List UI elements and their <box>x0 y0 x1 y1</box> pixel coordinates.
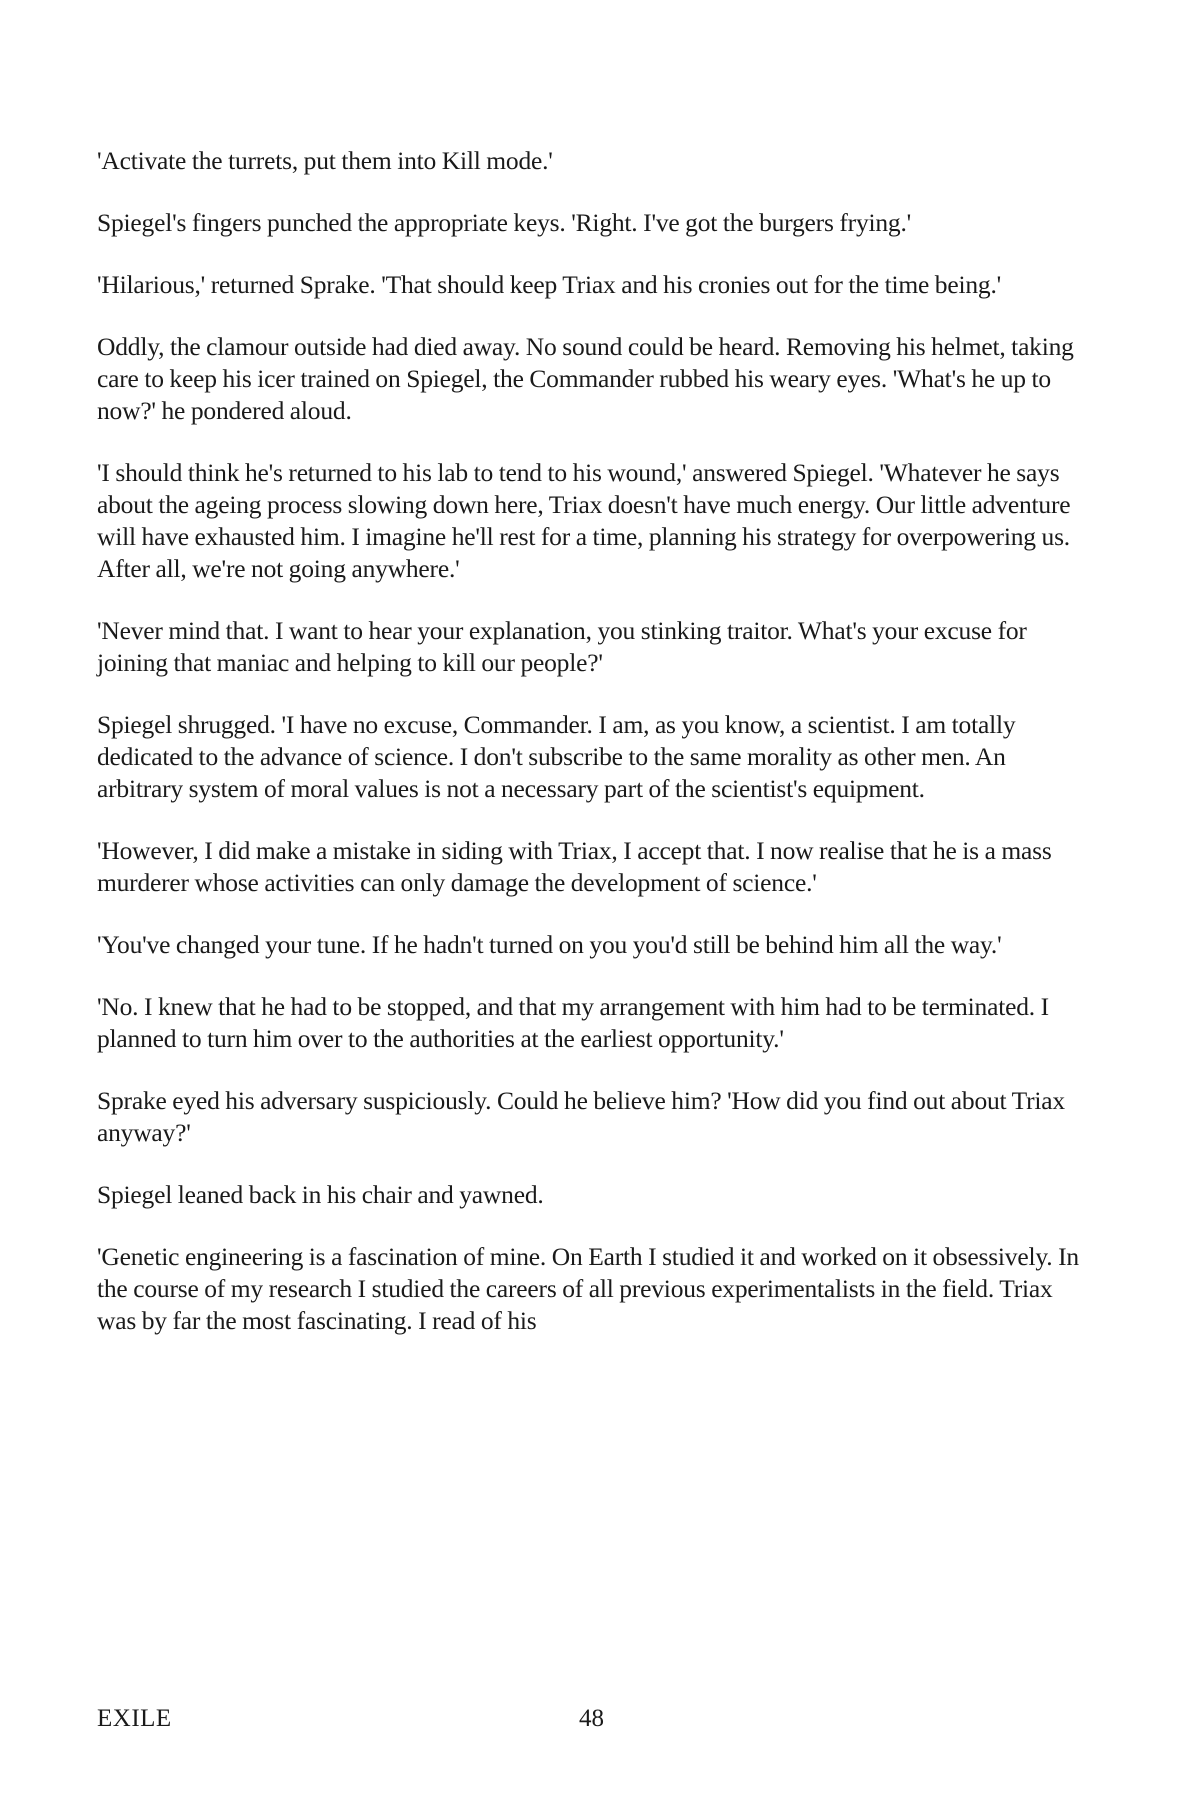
running-footer-title: EXILE <box>97 1705 172 1732</box>
paragraph: Oddly, the clamour outside had died away. No sound could be heard. Removing his helmet, taking care to keep his icer trained on Spiegel, the Commander rubbed his weary eyes. 'What's he up to now?' he pondered aloud. <box>97 332 1074 425</box>
paragraph: Spiegel's fingers punched the appropriate keys. 'Right. I've got the burgers frying.' <box>97 208 912 237</box>
body-text <box>97 145 1087 1367</box>
paragraph: 'However, I did make a mistake in siding with Triax, I accept that. I now realise that he is a mass murderer whose activities can only damage the development of science.' <box>97 836 1052 897</box>
paragraph: 'Never mind that. I want to hear your explanation, you stinking traitor. What's your excuse for joining that maniac and helping to kill our people?' <box>97 616 1027 677</box>
paragraph: Sprake eyed his adversary suspiciously. Could he believe him? 'How did you find out about Triax anyway?' <box>97 1086 1065 1147</box>
paragraph: 'Activate the turrets, put them into Kill mode.' <box>97 146 553 175</box>
paragraph: 'Genetic engineering is a fascination of mine. On Earth I studied it and worked on it obsessively. In the course of my research I studied the careers of all previous experimentalists in the field. Triax was by far the most fascinating. I read of his <box>97 1242 1079 1335</box>
paragraph: 'I should think he's returned to his lab to tend to his wound,' answered Spiegel. 'Whatever he says about the ageing process slowing down here, Triax doesn't have much energy. Our little adventure will have exhausted him. I imagine he'll rest for a time, planning his strategy for overpowering us. After all, we're not going anywhere.' <box>97 458 1071 583</box>
paragraph: 'No. I knew that he had to be stopped, and that my arrangement with him had to be terminated. I planned to turn him over to the authorities at the earliest opportunity.' <box>97 992 1049 1053</box>
page-number: 48 <box>579 1705 604 1732</box>
paragraph: 'You've changed your tune. If he hadn't turned on you you'd still be behind him all the way.' <box>97 930 1002 959</box>
paragraph: 'Hilarious,' returned Sprake. 'That should keep Triax and his cronies out for the time being.' <box>97 270 1002 299</box>
paragraph: Spiegel shrugged. 'I have no excuse, Commander. I am, as you know, a scientist. I am totally dedicated to the advance of science. I don't subscribe to the same morality as other men. An arbitrary system of moral values is not a necessary part of the scientist's equipment. <box>97 710 1016 803</box>
paragraph: Spiegel leaned back in his chair and yawned. <box>97 1180 544 1209</box>
